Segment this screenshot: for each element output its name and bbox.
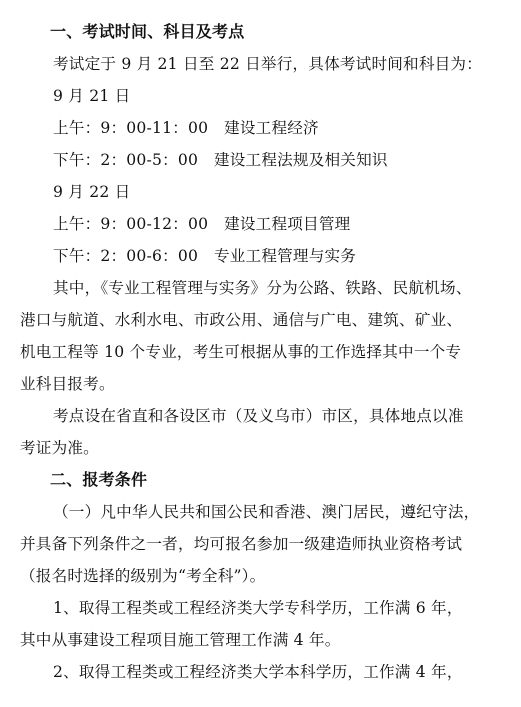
- specialty-paragraph-line: 港口与航道、水利水电、市政公用、通信与广电、建筑、矿业、: [20, 311, 463, 329]
- specialty-paragraph-line: 机电工程等 10 个专业，考生可根据从事的工作选择其中一个专: [20, 343, 462, 361]
- condition-item-1-line: 1、取得工程类或工程经济类大学专科学历，工作满 6 年，: [53, 599, 463, 617]
- exam-session-day1-morning: 上午：9：00-11：00 建设工程经济: [53, 119, 319, 137]
- specialty-paragraph-line: 其中，《专业工程管理与实务》分为公路、铁路、民航机场、: [53, 279, 472, 297]
- condition-intro-line: （一）凡中华人民共和国公民和香港、澳门居民，遵纪守法，: [53, 503, 480, 521]
- section-heading-exam-time: 一、考试时间、科目及考点: [50, 22, 245, 41]
- exam-session-day2-morning: 上午：9：00-12：00 建设工程项目管理: [53, 215, 351, 233]
- specialty-paragraph-line: 业科目报考。: [20, 375, 115, 393]
- condition-item-2-line: 2、取得工程类或工程经济类大学本科学历，工作满 4 年，: [53, 663, 463, 681]
- exam-session-day2-afternoon: 下午：2：00-6：00 专业工程管理与实务: [53, 247, 357, 265]
- condition-item-1-line: 其中从事建设工程项目施工管理工作满 4 年。: [20, 631, 341, 649]
- exam-session-day1-afternoon: 下午：2：00-5：00 建设工程法规及相关知识: [53, 151, 388, 169]
- exam-date-day2: 9 月 22 日: [53, 183, 131, 201]
- condition-intro-line: （报名时选择的级别为“考全科”）。: [20, 567, 266, 585]
- location-paragraph-line: 考证为准。: [20, 439, 99, 457]
- section-heading-requirements: 二、报考条件: [50, 470, 148, 489]
- condition-intro-line: 并具备下列条件之一者，均可报名参加一级建造师执业资格考试: [20, 535, 463, 553]
- location-paragraph-line: 考点设在省直和各设区市（及义乌市）市区，具体地点以准: [53, 407, 464, 425]
- exam-intro-line: 考试定于 9 月 21 日至 22 日举行，具体考试时间和科目为：: [53, 55, 483, 73]
- exam-date-day1: 9 月 21 日: [53, 87, 131, 105]
